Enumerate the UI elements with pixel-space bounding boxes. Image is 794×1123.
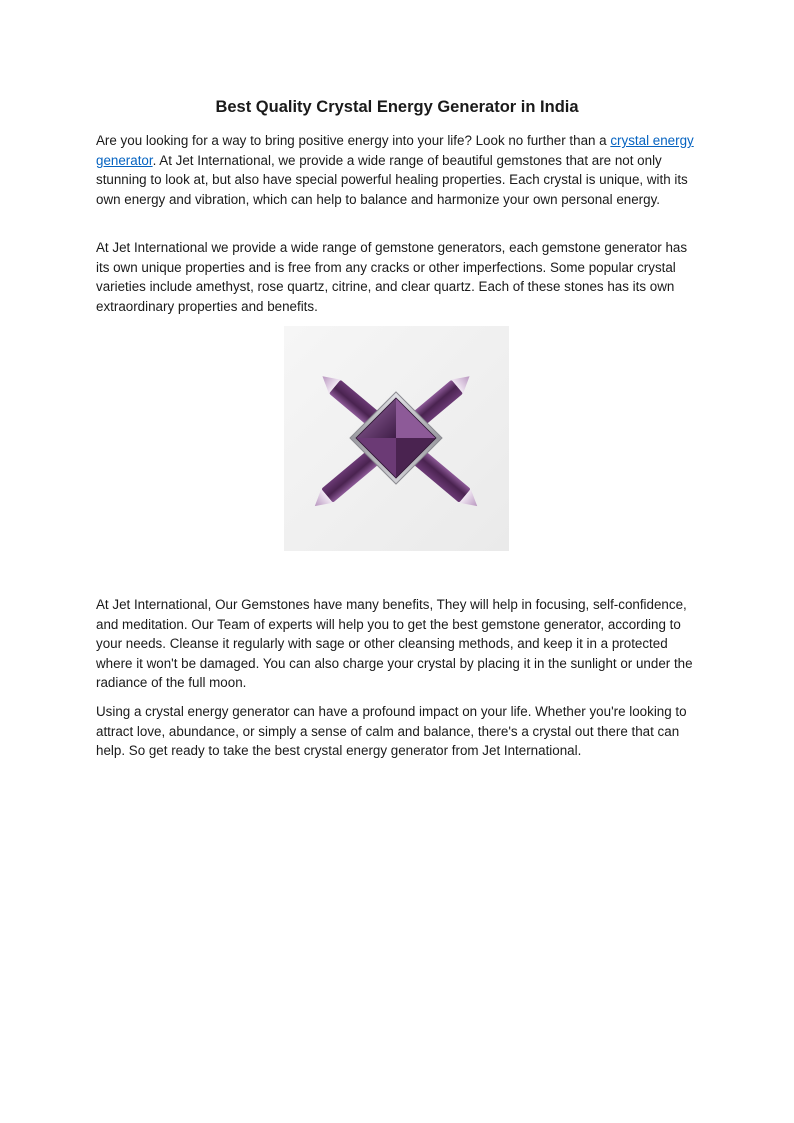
closing-paragraph: Using a crystal energy generator can have a profound impact on your life. Whether you're looking to attract love, abundance, or simply a sense of calm and balance, there's a crystal out there that can help. So get ready to take the best crystal energy generator from Jet International. (96, 704, 687, 759)
intro-text-before-link: Are you looking for a way to bring positive energy into your life? Look no further than a (96, 133, 611, 148)
intro-text-after-link: . At Jet International, we provide a wide range of beautiful gemstones that are not only stunning to look at, but also have special powerful healing properties. Each crystal is unique, with its own energy and vibration, which can help to balance and harmonize your own personal energy. (96, 152, 688, 207)
gemstone-generators-paragraph: At Jet International we provide a wide range of gemstone generators, each gemstone generator has its own unique properties and is free from any cracks or other imperfections. Some popular crystal varieties include amethyst, rose quartz, citrine, and clear quartz. Each of these stones has its own extraordinary properties and benefits. (96, 240, 688, 314)
benefits-paragraph: At Jet International, Our Gemstones have many benefits, They will help in focusing, self-confidence, and meditation. Our Team of experts will help you to get the best gemstone generator, according to your needs. Cleanse it regularly with sage or other cleansing methods, and keep it in a protected where it won't be damaged. You can also charge your crystal by placing it in the sunlight or under the radiance of the full moon. (96, 597, 693, 691)
page-title: Best Quality Crystal Energy Generator in India (215, 98, 579, 116)
crystal-generator-image (284, 326, 509, 551)
intro-paragraph (96, 131, 702, 209)
crystal-energy-generator-link[interactable]: crystal energy generator (96, 133, 694, 168)
